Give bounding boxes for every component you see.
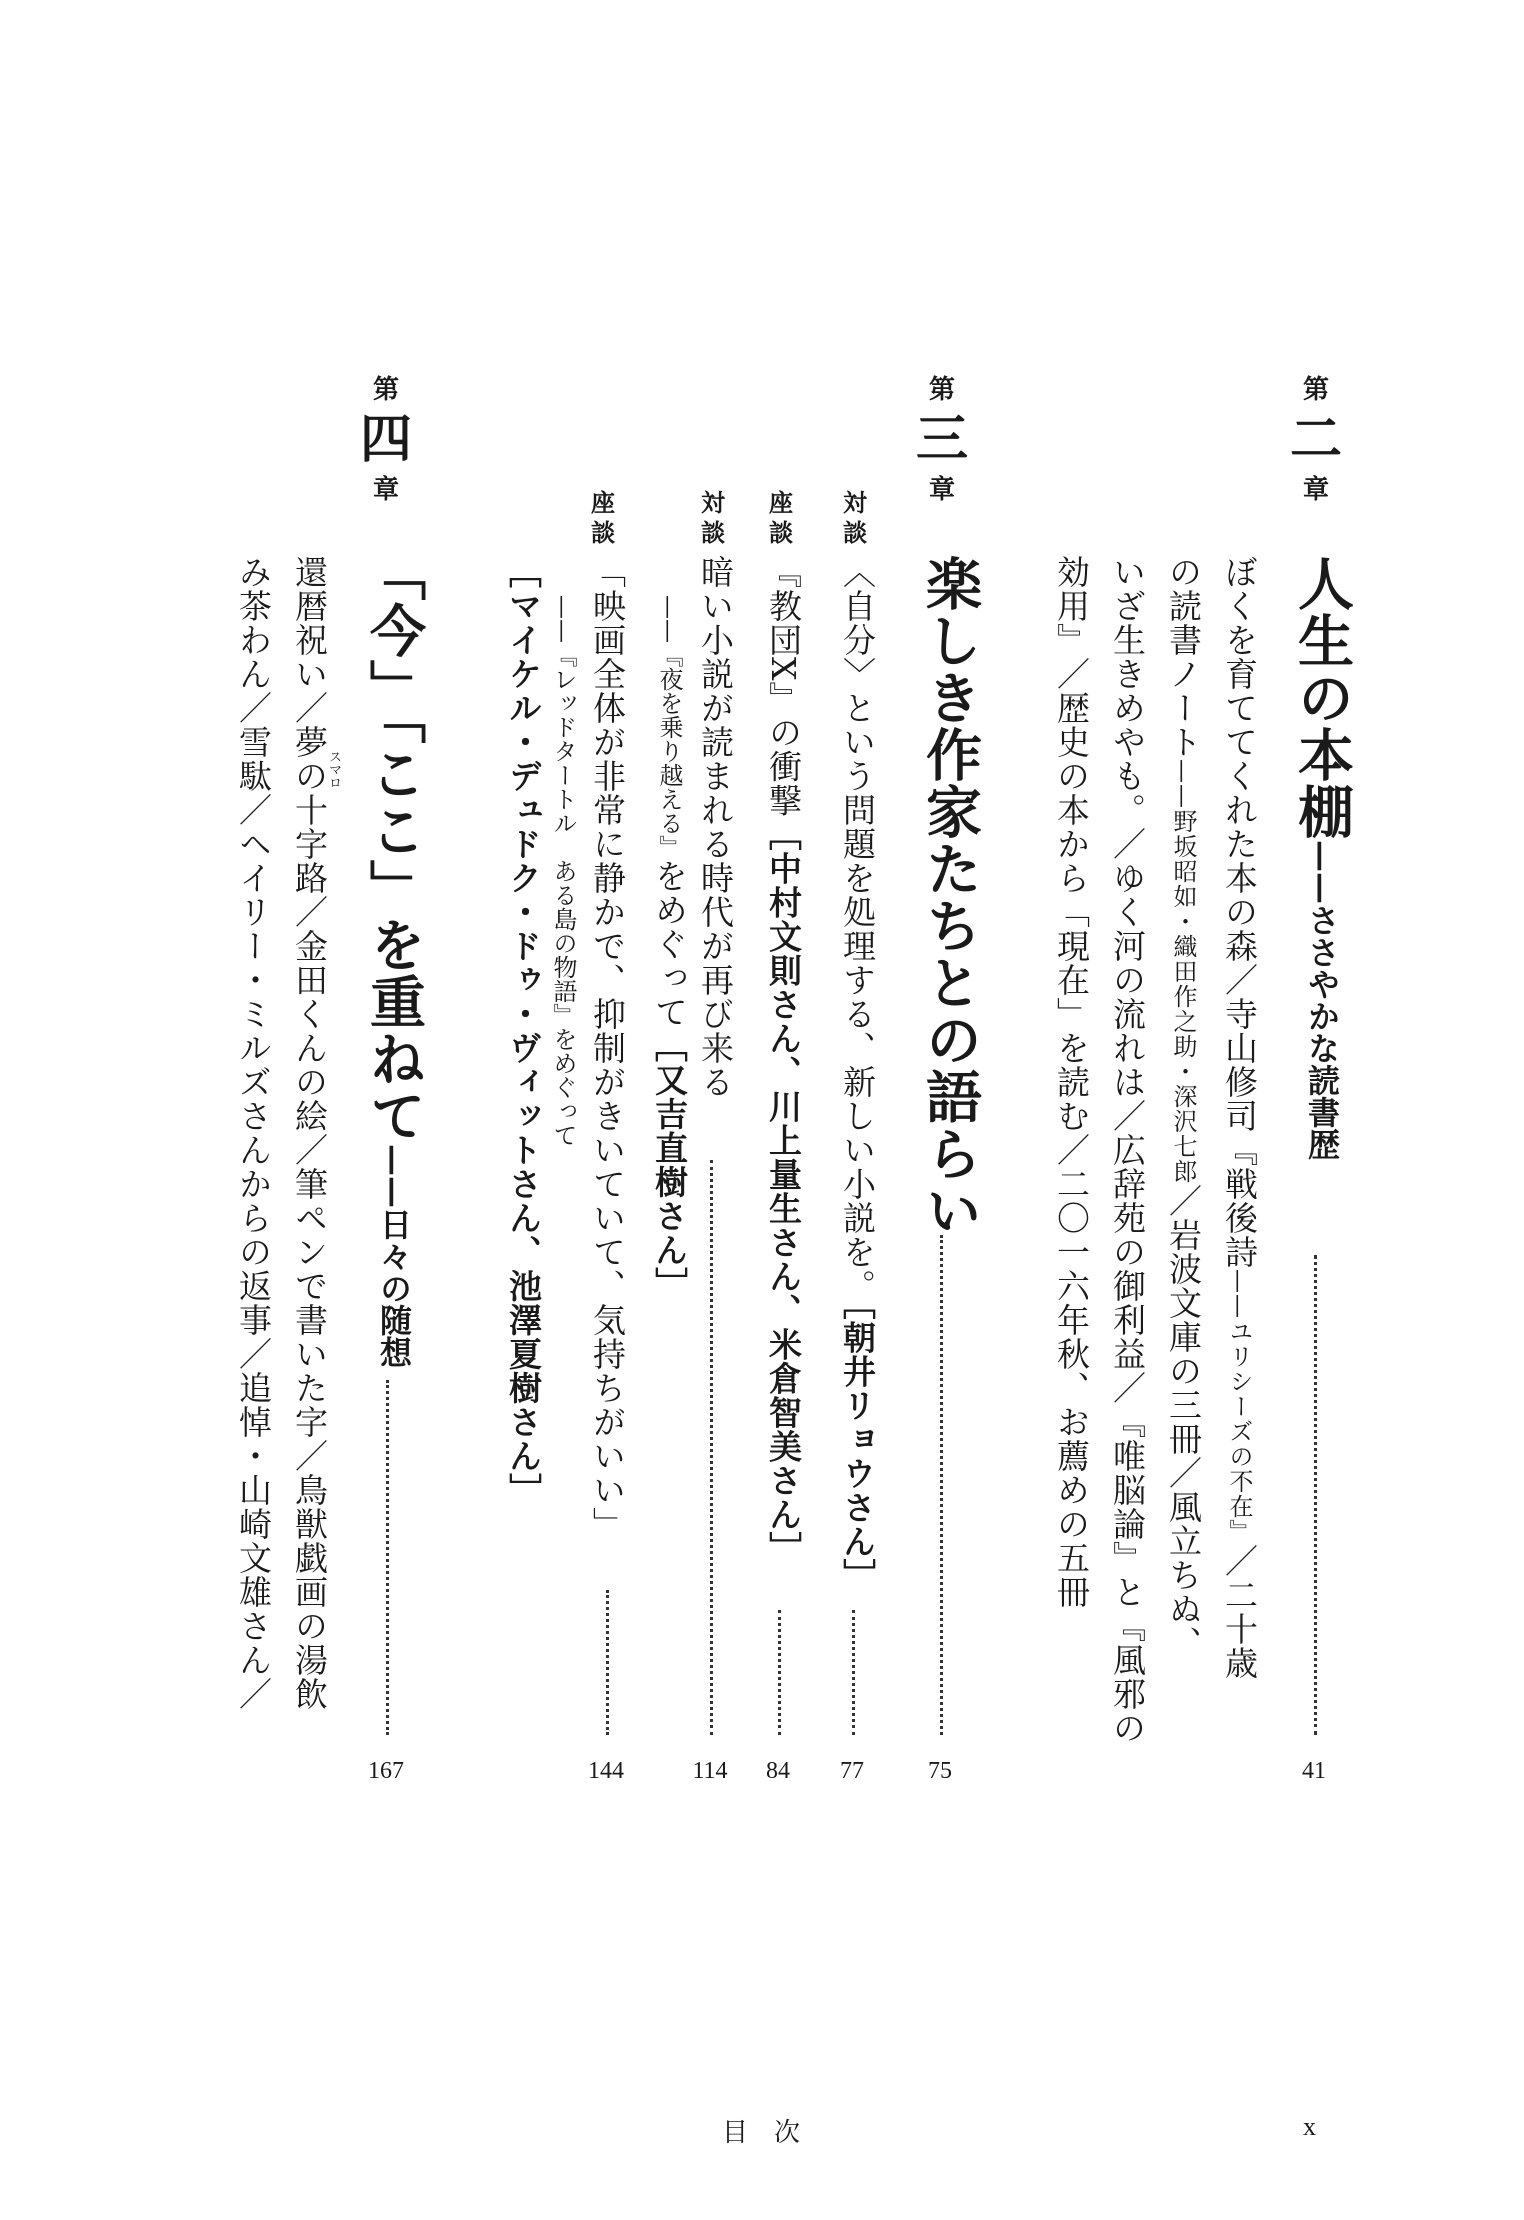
chapter-3-heading: 第 三 章	[915, 375, 968, 505]
page-number: x	[1303, 2112, 1316, 2141]
leader-dots	[852, 1610, 855, 1735]
chapter-prefix: 第	[1302, 375, 1329, 405]
chapter-3-entry-2: 『教団X』の衝撃［中村文則さん、川上量生さん、米倉智美さん］	[764, 555, 803, 1566]
chapter-3-entry-4-sub: ——『レッドタートル ある島の物語』をめぐって	[549, 595, 577, 1147]
leader-dots	[1314, 1255, 1317, 1735]
entry-label: 座談	[769, 488, 793, 547]
chapter-4-line-2: み茶わん／雪駄／ヘイリー・ミルズさんからの返事／追悼・山崎文雄さん／	[234, 555, 273, 1711]
leader-dots	[606, 1590, 609, 1735]
entry-label: 座談	[591, 488, 615, 547]
chapter-2-title: 人生の本棚——ささやかな読書歴	[1289, 555, 1355, 1160]
ruby-annotation: スマロ	[326, 750, 341, 789]
entry-label: 対談	[843, 488, 867, 547]
running-footer-title: 目 次	[722, 2118, 801, 2148]
entry-3-page: 114	[692, 1758, 728, 1784]
entry-label: 対談	[701, 488, 725, 547]
chapter-3-entry-1: 〈自分〉という問題を処理する、新しい小説を。［朝井リョウさん］	[838, 555, 877, 1593]
chapter-4-heading: 第 四 章	[359, 375, 412, 505]
leader-dots	[710, 1160, 713, 1735]
leader-dots	[940, 1235, 943, 1735]
chapter-4-page: 167	[368, 1758, 404, 1784]
chapter-2-subtitle: ささやかな読書歴	[1303, 904, 1341, 1160]
chapter-3-title: 楽しき作家たちとの語らい	[917, 555, 983, 1239]
entry-1-page: 77	[840, 1758, 864, 1784]
chapter-4-line-1: 還暦祝い／夢の十字路／金田くんの絵／筆ペンで書いた字／鳥獣戯画の湯飲	[290, 555, 329, 1711]
chapter-3-page: 75	[928, 1758, 952, 1784]
leader-dots	[778, 1610, 781, 1735]
chapter-3-entry-3: 暗い小説が読まれる時代が再び来る	[696, 555, 735, 1099]
chapter-3-entry-3-sub: ——『夜を乗り越える』をめぐって［又吉直樹さん］	[650, 595, 689, 1301]
entry-2-page: 84	[766, 1758, 790, 1784]
chapter-2-line-3: いざ生きめやも。／ゆく河の流れは／広辞苑の御利益／『唯脳論』と『風邪の	[1108, 555, 1147, 1745]
entry-4-page: 144	[588, 1758, 624, 1784]
chapter-2-heading	[1286, 372, 1346, 508]
chapter-3-entry-4: 「映画全体が非常に静かで、抑制がきいていて、気持ちがいい」	[588, 555, 627, 1541]
chapter-suffix: 章	[1302, 475, 1329, 505]
chapter-2-line-2: の読書ノート——野坂昭如・織田作之助・深沢七郎／岩波文庫の三冊／風立ちぬ、	[1164, 555, 1203, 1660]
chapter-2-line-1: ぼくを育ててくれた本の森／寺山修司『戦後詩——ユリシーズの不在』／二十歳	[1220, 555, 1259, 1680]
chapter-4-subtitle: 日々の随想	[375, 1208, 413, 1368]
chapter-2-line-4: 効用』／歴史の本から「現在」を読む／二〇一六年秋、お薦めの五冊	[1052, 555, 1091, 1609]
chapter-number: 二	[1289, 409, 1342, 470]
chapter-2-page: 41	[1302, 1758, 1326, 1784]
chapter-4-title: 「今」「ここ」を重ねて——日々の随想	[361, 545, 427, 1368]
leader-dots	[386, 1380, 389, 1735]
chapter-3-entry-4-guest: ［マイケル・デュドク・ドゥ・ヴィットさん、池澤夏樹さん］	[504, 555, 543, 1507]
